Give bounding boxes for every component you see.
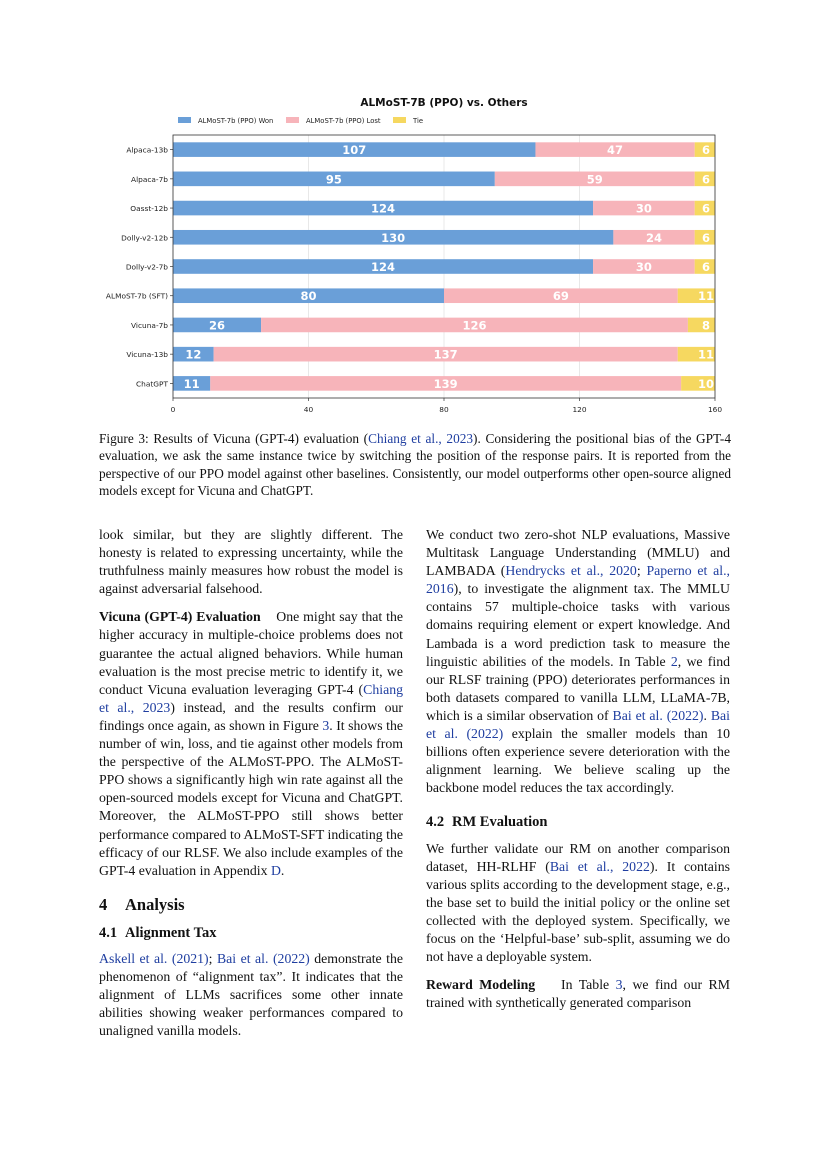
bar-value-label: 124 <box>371 260 396 274</box>
citation-link[interactable]: Askell et al. (2021) <box>99 950 209 966</box>
paragraph: We further validate our RM on another comparison dataset, HH-RLHF (Bai et al., 2022). It contains various splits according to the development stage, e.g., the base set to build the initial policy or the online set collected with the deployed system. Specifically, we focus on the ‘Helpful-base’ sub-split, assuming we do not have a deployable system. <box>426 840 730 965</box>
caption-text: ). Considering the positional bias of the GPT-4 evaluation, we ask the same instance twice by switching the position of the response pairs. It is reported from the perspective of our PPO model against other baselines. Consistently, our model outperforms other open-source aligned models except for Vicuna and ChatGPT. <box>99 431 732 498</box>
paragraph: Reward Modeling In Table 3, we find our RM trained with synthetically generated comparison <box>426 977 730 1011</box>
citation-link[interactable]: Paperno et al., 2016 <box>426 563 730 597</box>
figure-3-chart <box>88 92 738 422</box>
bar-value-label: 95 <box>325 172 342 187</box>
citation-link[interactable]: Bai et al. (2022) <box>426 707 731 742</box>
table-ref-link[interactable]: 2 <box>670 653 678 669</box>
citation-link[interactable]: Bai et al., 2022 <box>549 858 650 874</box>
section-heading: 4 Analysis <box>99 894 185 914</box>
bar-value-label: 107 <box>342 143 367 158</box>
citation-link[interactable]: Chiang et al., 2023 <box>99 681 403 715</box>
bar-value-label: 30 <box>635 201 652 216</box>
paragraph: We conduct two zero-shot NLP evaluations, Massive Multitask Language Understanding (MMLU) and LAMBADA (Hendrycks et al., 2020; Paperno et al., 2016), to investigate the alignment tax. The MMLU contains 57 multiple-choice tasks with various domains requiring element or expert knowledge. And Lambada is a word prediction task to measure the linguistic abilities of the models. In Table 2, we find our RLSF training (PPO) deteriorates performances in both datasets compared to vanilla LLM, LLaMA-7B, which is a similar observation of Bai et al. (2022). Bai et al. (2022) explain the smaller models than 10 billions often experience severe deterioration with the alignment learning. We believe scaling up the backbone model reduces the tax accordingly. <box>426 527 731 796</box>
bar-value-label: 6 <box>701 201 711 216</box>
bar-value-label: 6 <box>701 172 711 187</box>
bar-value-label: 8 <box>701 318 711 333</box>
paragraph: Askell et al. (2021); Bai et al. (2022) demonstrate the phenomenon of “alignment tax”. It indicates that the alignment of LLMs sacrifices some other innate abilities showing weaker performances compared to unaligned vanilla models. <box>99 950 404 1039</box>
bar-value-label: 6 <box>701 230 711 245</box>
legend-swatch <box>393 117 406 123</box>
bar-value-label: 130 <box>381 230 406 245</box>
bar-value-label: 126 <box>462 318 487 333</box>
bar-value-label: 6 <box>701 260 711 274</box>
bar-value-label: 69 <box>552 289 569 304</box>
paragraph: look similar, but they are slightly different. The honesty is related to expressing uncertainty, while the truthfulness mainly measures how robust the model is against adversarial falsehood. <box>99 527 403 597</box>
x-tick-label: 160 <box>707 405 723 414</box>
bar-value-label: 11 <box>697 347 715 362</box>
bar-value-label: 137 <box>433 347 458 362</box>
subsection-heading: 4.1 Alignment Tax <box>99 924 217 941</box>
legend-label: ALMoST-7b (PPO) Lost <box>306 117 381 125</box>
category-label: Alpaca-13b <box>126 145 168 155</box>
left-column <box>99 526 403 1040</box>
category-label: Vicuna-7b <box>131 320 168 330</box>
category-label: Dolly-v2-7b <box>125 262 168 272</box>
bar-value-label: 47 <box>607 143 624 158</box>
legend-label: Tie <box>413 117 424 125</box>
right-column <box>426 526 730 1012</box>
citation-link[interactable]: Chiang et al., 2023 <box>368 431 474 446</box>
category-label: Alpaca-7b <box>131 174 168 184</box>
bar-value-label: 24 <box>646 230 663 245</box>
category-label: Vicuna-13b <box>126 350 168 360</box>
figure-caption <box>99 430 731 499</box>
bar-value-label: 30 <box>635 260 652 274</box>
bar-value-label: 6 <box>701 143 711 158</box>
bar-value-label: 11 <box>697 289 715 304</box>
subsection-heading: 4.2 RM Evaluation <box>426 814 548 831</box>
bar-value-label: 12 <box>185 347 202 362</box>
bar-value-label: 139 <box>433 376 458 391</box>
bar-value-label: 124 <box>371 201 396 216</box>
paragraph-heading: Reward Modeling <box>426 977 536 993</box>
category-label: ALMoST-7b (SFT) <box>105 291 168 301</box>
chart-title: ALMoST-7B (PPO) vs. Others <box>360 97 528 109</box>
bar-value-label: 11 <box>183 376 200 391</box>
citation-link[interactable]: Bai et al. (2022) <box>216 950 310 966</box>
category-label: Oasst-12b <box>130 204 168 214</box>
bar-value-label: 80 <box>300 289 317 304</box>
x-tick-label: 80 <box>439 405 449 414</box>
paragraph: Vicuna (GPT-4) Evaluation One might say that the higher accuracy in multiple-choice problems does not guarantee the actual aligned behaviors. While human evaluation is the most precise metric to identify it, we conduct Vicuna evaluation leveraging GPT-4 (Chiang et al., 2023) instead, and the results confirm our findings once again, as shown in Figure 3. It shows the number of win, loss, and tie against other models from the perspective of the ALMoST-PPO. The ALMoST-PPO shows a significantly high win rate against all the open-sourced models except for Vicuna and ChatGPT. Moreover, the ALMoST-PPO still shows better performance compared to ALMoST-SFT indicating the efficacy of our RLSF. We also include examples of the GPT-4 evaluation in Appendix D. <box>99 609 404 878</box>
caption-text: Figure 3: Results of Vicuna (GPT-4) evaluation ( <box>99 431 369 446</box>
legend-swatch <box>286 117 299 123</box>
x-tick-label: 40 <box>303 405 314 414</box>
table-ref-link[interactable]: 3 <box>615 977 623 993</box>
citation-link[interactable]: Bai et al. (2022) <box>612 707 704 723</box>
legend-swatch <box>178 117 191 123</box>
bar-value-label: 10 <box>697 376 715 391</box>
bar-value-label: 59 <box>586 172 603 187</box>
category-label: ChatGPT <box>136 379 168 389</box>
bar-value-label: 26 <box>209 318 226 333</box>
paragraph-heading: Vicuna (GPT-4) Evaluation <box>99 609 261 625</box>
category-label: Dolly-v2-12b <box>121 233 168 243</box>
legend-label: ALMoST-7b (PPO) Won <box>198 117 274 125</box>
figure-ref-link[interactable]: 3 <box>322 717 330 733</box>
x-tick-label: 120 <box>572 405 587 414</box>
citation-link[interactable]: Hendrycks et al., 2020 <box>505 563 637 579</box>
x-tick-label: 0 <box>170 405 176 414</box>
appendix-ref-link[interactable]: D <box>270 862 281 878</box>
